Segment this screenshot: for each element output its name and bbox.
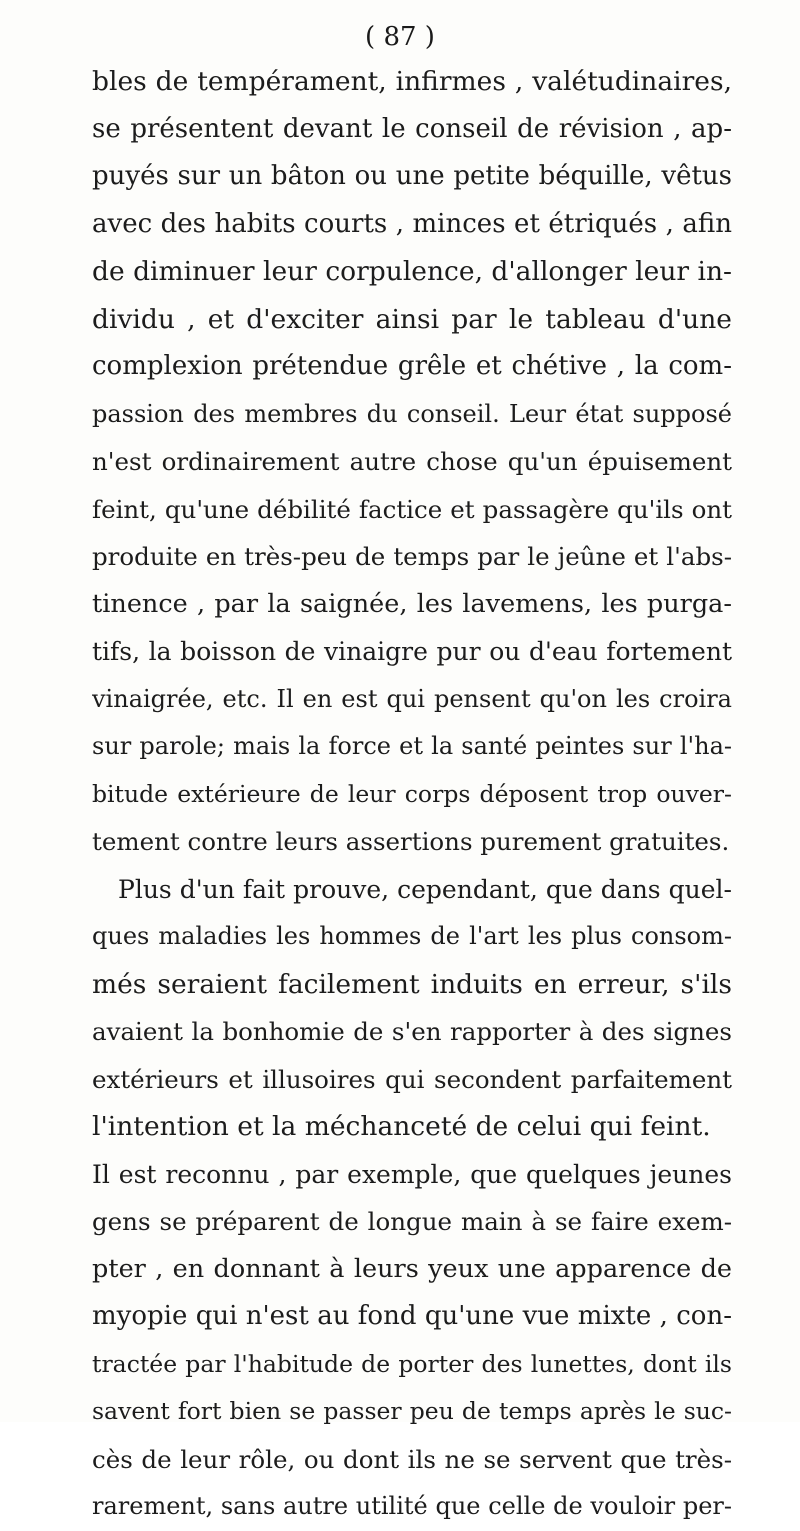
text-line: tement contre leurs assertions purement gratuites.: [92, 827, 730, 856]
text-line: produite en très-peu de temps par le jeûne et l'abs-: [92, 542, 732, 571]
text-line: myopie qui n'est au fond qu'une vue mixte , con-: [92, 1301, 732, 1331]
text-line: bitude extérieure de leur corps déposent trop ouver-: [92, 779, 732, 808]
text-line: de diminuer leur corpulence, d'allonger leur in-: [92, 256, 732, 287]
text-line: sur parole; mais la force et la santé peintes sur l'ha-: [92, 732, 732, 760]
text-line: n'est ordinairement autre chose qu'un épuisement: [92, 447, 732, 476]
text-line: passion des membres du conseil. Leur état supposé: [92, 399, 732, 428]
text-line: vinaigrée, etc. Il en est qui pensent qu'on les croira: [92, 684, 732, 713]
text-line: dividu , et d'exciter ainsi par le tableau d'une: [92, 303, 732, 335]
text-line: tractée par l'habitude de porter des lunettes, dont ils: [92, 1349, 732, 1378]
text-line: cès de leur rôle, ou dont ils ne se servent que très-: [92, 1444, 732, 1474]
body-text: [92, 58, 732, 1531]
text-line: extérieurs et illusoires qui secondent parfaitement: [92, 1064, 732, 1094]
text-line: puyés sur un bâton ou une petite béquille, vêtus: [92, 161, 732, 191]
text-line: se présentent devant le conseil de révision , ap-: [92, 113, 732, 144]
text-line: Plus d'un fait prouve, cependant, que dans quel-: [118, 874, 732, 904]
page-number: ( 87 ): [365, 22, 435, 52]
text-line: savent fort bien se passer peu de temps après le suc-: [92, 1397, 732, 1425]
text-line: Il est reconnu , par exemple, que quelques jeunes: [92, 1159, 732, 1189]
text-line: pter , en donnant à leurs yeux une apparence de: [92, 1253, 732, 1284]
text-line: avaient la bonhomie de s'en rapporter à des signes: [92, 1017, 732, 1046]
text-line: ques maladies les hommes de l'art les plus consom-: [92, 922, 732, 950]
text-line: rarement, sans autre utilité que celle de vouloir per-: [92, 1492, 732, 1520]
text-line: bles de tempérament, infirmes , valétudinaires,: [92, 66, 732, 97]
text-line: tifs, la boisson de vinaigre pur ou d'eau fortement: [92, 637, 732, 666]
text-line: més seraient facilement induits en erreur, s'ils: [92, 968, 732, 1000]
text-line: avec des habits courts , minces et étriqués , afin: [92, 208, 732, 239]
text-line: feint, qu'une débilité factice et passagère qu'ils ont: [92, 494, 732, 524]
text-line: gens se préparent de longue main à se faire exem-: [92, 1207, 732, 1236]
text-line: tinence , par la saignée, les lavemens, les purga-: [92, 588, 732, 619]
text-line: complexion prétendue grêle et chétive , la com-: [92, 351, 732, 381]
text-line: l'intention et la méchanceté de celui qui feint.: [92, 1111, 711, 1142]
